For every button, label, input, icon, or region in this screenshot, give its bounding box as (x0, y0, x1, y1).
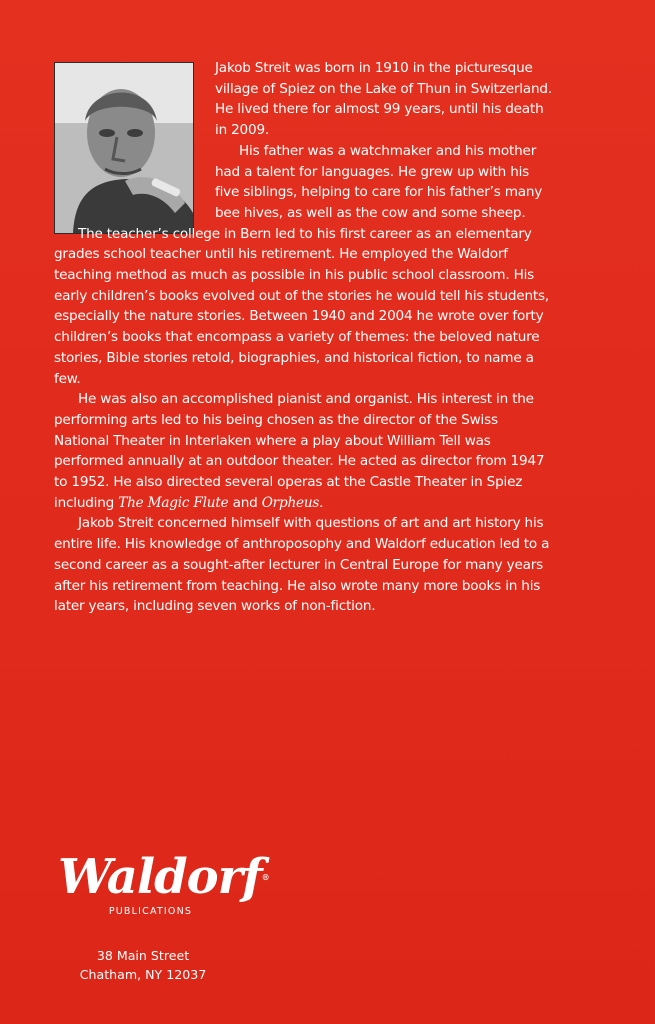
work-title-magic-flute: The Magic Flute (118, 494, 229, 511)
bio-paragraph-4 (54, 389, 554, 513)
logo-wordmark-text: Waldorf (58, 849, 262, 905)
bio-paragraph-5: Jakob Streit concerned himself with questions of art and art history his entire life. His knowledge of anthroposophy and Waldorf education led to a second career as a sought-after lecturer in Central Europe for many years after his retirement from teaching. He also wrote many more books in his later years, including seven works of non-fiction. (54, 515, 550, 615)
logo-subtitle: PUBLICATIONS (108, 906, 193, 917)
bio-paragraph-3: The teacher’s college in Bern led to his first career as an elementary grades school teacher until his retirement. He employed the Waldorf teaching method as much as possible in his public school classroom. His early children’s books evolved out of the stories he would tell his students, especially the nature stories. Between 1940 and 2004 he wrote over forty children’s books that encompass a variety of themes: the beloved nature stories, Bible stories retold, biographies, and historical fiction, to name a few. (54, 225, 549, 387)
logo-wordmark (58, 849, 269, 905)
address-line-2: Chatham, NY 12037 (79, 967, 207, 982)
publisher-logo (58, 849, 269, 932)
bio-paragraph-4-and: and (228, 494, 262, 511)
registered-mark-icon: ® (261, 872, 269, 882)
bio-paragraph-1: Jakob Streit was born in 1910 in the picturesque village of Spiez on the Lake of Thun in Switzerland. He lived there for almost 99 years, until his death in 2009. (215, 60, 552, 139)
bio-paragraph-4-text: He was also an accomplished pianist and organist. His interest in the performing arts led to his being chosen as the director of the Swiss National Theater in Interlaken where a play about William Tell was performed annually at an outdoor theater. He acted as director from 1947 to 1952. He also directed several operas at the Castle Theater in Spiez including (54, 391, 545, 511)
work-title-orpheus: Orpheus. (261, 494, 324, 511)
publisher-address (58, 946, 228, 984)
bio-paragraph-2: His father was a watchmaker and his mother had a talent for languages. He grew up with his five siblings, helping to care for his father’s many bee hives, as well as the cow and some sheep. (215, 142, 543, 221)
author-biography (54, 58, 554, 617)
address-line-1: 38 Main Street (96, 948, 190, 963)
